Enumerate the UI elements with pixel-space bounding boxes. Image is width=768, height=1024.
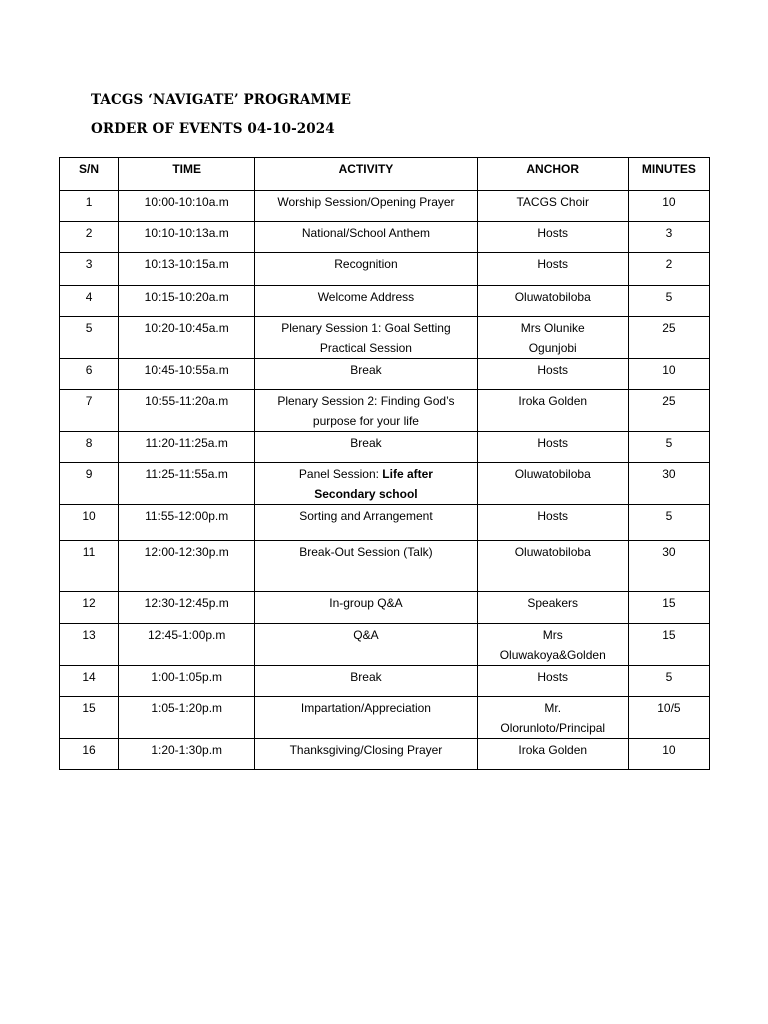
cell-activity: Worship Session/Opening Prayer [255,191,477,222]
table-row [60,191,710,222]
activity-line: Plenary Session 2: Finding God’s [277,394,455,408]
cell-minutes: 15 [628,624,709,666]
activity-line: purpose for your life [312,414,419,428]
cell-activity: Welcome Address [255,286,477,317]
table-row [60,697,710,739]
cell-sn: 15 [60,697,119,739]
cell-minutes: 3 [628,222,709,253]
header-time: TIME [119,158,255,191]
cell-anchor: Hosts [477,222,628,253]
cell-anchor: TACGS Choir [477,191,628,222]
cell-activity [255,463,477,505]
cell-time: 12:45-1:00p.m [119,624,255,666]
cell-sn: 14 [60,666,119,697]
table-row [60,432,710,463]
table-row [60,253,710,286]
cell-minutes: 10 [628,191,709,222]
cell-time: 12:00-12:30p.m [119,541,255,592]
order-of-events-table [59,157,710,770]
cell-sn: 16 [60,739,119,770]
table-row [60,317,710,359]
anchor-line: Olorunloto/Principal [500,721,606,735]
activity-line: Plenary Session 1: Goal Setting [281,321,451,335]
cell-activity: Break [255,666,477,697]
table-row [60,624,710,666]
anchor-line: Oluwakoya&Golden [499,648,606,662]
cell-sn: 1 [60,191,119,222]
cell-minutes: 30 [628,541,709,592]
document-subtitle: ORDER OF EVENTS 04-10-2024 [91,121,335,137]
cell-time: 11:20-11:25a.m [119,432,255,463]
table-row [60,592,710,624]
anchor-line: Mrs [542,628,563,642]
table-row [60,739,710,770]
anchor-line: Mrs Olunike [520,321,585,335]
table-row [60,286,710,317]
activity-prefix: Panel Session: [298,467,383,481]
cell-minutes: 30 [628,463,709,505]
cell-activity: Recognition [255,253,477,286]
cell-anchor: Oluwatobiloba [477,286,628,317]
cell-anchor: Iroka Golden [477,739,628,770]
cell-activity: Thanksgiving/Closing Prayer [255,739,477,770]
cell-sn: 10 [60,505,119,541]
cell-minutes: 5 [628,432,709,463]
cell-activity [255,317,477,359]
activity-line [255,464,476,484]
cell-sn: 2 [60,222,119,253]
cell-minutes: 5 [628,666,709,697]
cell-anchor [477,317,628,359]
cell-anchor: Hosts [477,253,628,286]
cell-sn: 7 [60,390,119,432]
cell-minutes: 10 [628,359,709,390]
table-row [60,541,710,592]
cell-time: 11:55-12:00p.m [119,505,255,541]
cell-minutes: 25 [628,390,709,432]
table-row [60,359,710,390]
cell-time: 12:30-12:45p.m [119,592,255,624]
header-activity: ACTIVITY [255,158,477,191]
cell-time: 1:00-1:05p.m [119,666,255,697]
cell-anchor: Hosts [477,359,628,390]
table-row [60,222,710,253]
cell-anchor [477,697,628,739]
cell-activity [255,390,477,432]
cell-activity: Break [255,432,477,463]
cell-activity: Impartation/Appreciation [255,697,477,739]
activity-emphasis: Secondary school [314,487,418,501]
cell-anchor [477,624,628,666]
cell-time: 1:05-1:20p.m [119,697,255,739]
table-header-row [60,158,710,191]
cell-sn: 4 [60,286,119,317]
cell-minutes: 25 [628,317,709,359]
cell-time: 10:00-10:10a.m [119,191,255,222]
activity-line [255,484,476,504]
activity-line: Practical Session [319,341,412,355]
cell-anchor: Hosts [477,432,628,463]
cell-sn: 5 [60,317,119,359]
cell-time: 10:20-10:45a.m [119,317,255,359]
table-row [60,505,710,541]
cell-minutes: 5 [628,286,709,317]
cell-sn: 9 [60,463,119,505]
header-anchor: ANCHOR [477,158,628,191]
cell-sn: 11 [60,541,119,592]
cell-anchor: Hosts [477,666,628,697]
cell-time: 10:15-10:20a.m [119,286,255,317]
header-sn: S/N [60,158,119,191]
cell-minutes: 15 [628,592,709,624]
cell-activity: Sorting and Arrangement [255,505,477,541]
cell-anchor: Iroka Golden [477,390,628,432]
cell-sn: 8 [60,432,119,463]
cell-minutes: 10 [628,739,709,770]
cell-sn: 13 [60,624,119,666]
cell-sn: 3 [60,253,119,286]
cell-activity: Break [255,359,477,390]
cell-anchor: Oluwatobiloba [477,541,628,592]
cell-minutes: 2 [628,253,709,286]
table-row [60,390,710,432]
table-row [60,463,710,505]
cell-sn: 12 [60,592,119,624]
cell-sn: 6 [60,359,119,390]
cell-minutes: 5 [628,505,709,541]
cell-activity: In-group Q&A [255,592,477,624]
cell-activity: Break-Out Session (Talk) [255,541,477,592]
anchor-line: Ogunjobi [528,341,577,355]
cell-time: 10:45-10:55a.m [119,359,255,390]
cell-time: 10:10-10:13a.m [119,222,255,253]
cell-time: 10:55-11:20a.m [119,390,255,432]
cell-minutes: 10/5 [628,697,709,739]
cell-anchor: Oluwatobiloba [477,463,628,505]
activity-emphasis: Life after [382,467,433,481]
header-minutes: MINUTES [628,158,709,191]
document-title: TACGS ‘NAVIGATE’ PROGRAMME [91,92,351,108]
cell-time: 1:20-1:30p.m [119,739,255,770]
anchor-line: Mr. [544,701,562,715]
cell-activity: Q&A [255,624,477,666]
table-row [60,666,710,697]
cell-activity: National/School Anthem [255,222,477,253]
cell-time: 10:13-10:15a.m [119,253,255,286]
cell-anchor: Hosts [477,505,628,541]
cell-anchor: Speakers [477,592,628,624]
cell-time: 11:25-11:55a.m [119,463,255,505]
